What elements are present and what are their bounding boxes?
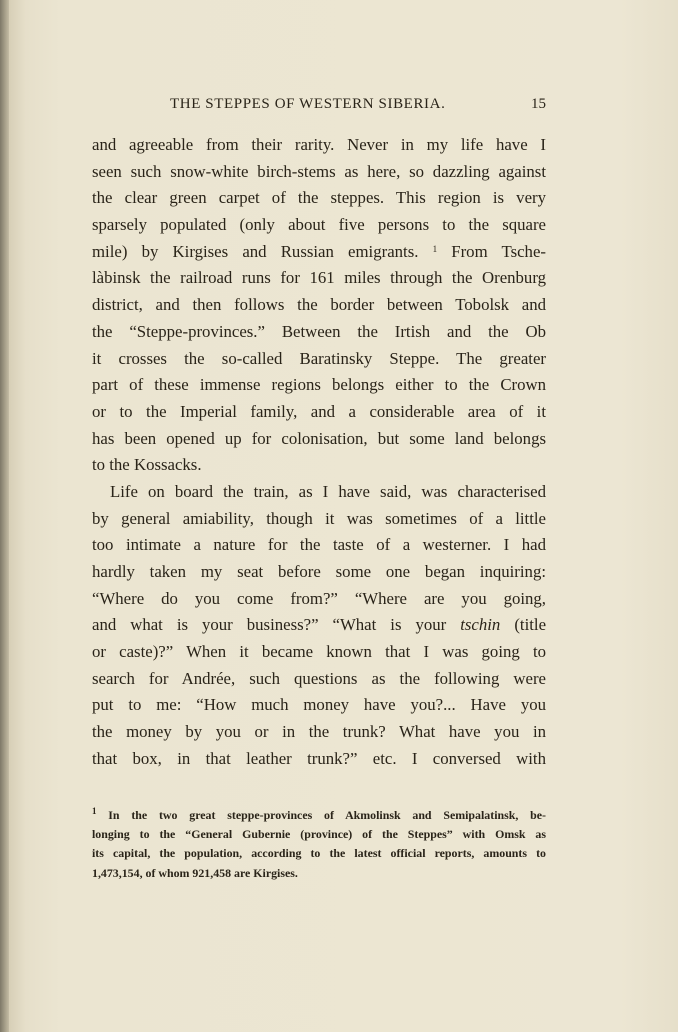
text-line: it crosses the so-called Baratinsky Steppe. The greater [92, 348, 546, 368]
text-line: the “Steppe-provinces.” Between the Irtish and the Ob [92, 321, 546, 341]
text-segment: (title [514, 615, 546, 635]
footnote-text: In the two great steppe-provinces of Akmolinsk and Semipalatinsk, be- [108, 808, 546, 822]
text-line-with-footnote-ref [92, 239, 546, 266]
text-segment: and what is your business?” “What is your [92, 615, 447, 635]
text-line: the clear green carpet of the steppes. This region is very [92, 188, 546, 208]
footnote-reference: 1 [432, 243, 438, 254]
text-line: to the Kossacks. [92, 455, 202, 475]
text-line: by general amiability, though it was sometimes of a little [92, 508, 546, 528]
text-line: district, and then follows the border between Tobolsk and [92, 295, 546, 315]
running-title: THE STEPPES OF WESTERN SIBERIA. [170, 96, 446, 112]
text-line: that box, in that leather trunk?” etc. I conversed with [92, 748, 546, 768]
text-line: or caste)?” When it became known that I was going to [92, 642, 546, 662]
text-line: too intimate a nature for the taste of a westerner. I had [92, 535, 546, 555]
footnote [92, 806, 546, 883]
page-header [92, 96, 546, 118]
footnote-line [92, 806, 546, 825]
text-line: and agreeable from their rarity. Never in my life have I [92, 135, 546, 154]
text-line: put to me: “How much money have you?... Have you [92, 695, 546, 715]
text-line: sparsely populated (only about five persons to the square [92, 215, 546, 235]
text-line: or to the Imperial family, and a considerable area of it [92, 401, 546, 421]
text-line: the money by you or in the trunk? What have you in [92, 722, 546, 742]
footnote-line: 1,473,154, of whom 921,458 are Kirgises. [92, 865, 298, 880]
text-line: has been opened up for colonisation, but some land belongs [92, 428, 546, 448]
text-line: seen such snow-white birch-stems as here, so dazzling against [92, 161, 546, 181]
footnote-line: longing to the “General Gubernie (province) of the Steppes” with Omsk as [92, 827, 546, 842]
italic-word: tschin [460, 615, 501, 635]
body-text [92, 132, 546, 773]
text-line: search for Andrée, such questions as the following were [92, 668, 546, 688]
text-segment: From Tsche- [451, 241, 546, 261]
text-line: làbinsk the railroad runs for 161 miles through the Orenburg [92, 268, 546, 288]
paragraph-first-line: Life on board the train, as I have said, was characterised [110, 481, 546, 501]
page-number: 15 [531, 96, 546, 112]
text-line: “Where do you come from?” “Where are you going, [92, 588, 546, 608]
footnote-marker: 1 [92, 806, 97, 816]
text-line: hardly taken my seat before some one began inquiring: [92, 562, 546, 581]
text-segment: mile) by Kirgises and Russian emigrants. [92, 241, 419, 261]
text-line-with-italic [92, 612, 546, 639]
page-spine-shadow [0, 0, 9, 1032]
text-line: part of these immense regions belongs either to the Crown [92, 375, 546, 395]
footnote-line: its capital, the population, according to the latest official reports, amounts to [92, 846, 546, 861]
